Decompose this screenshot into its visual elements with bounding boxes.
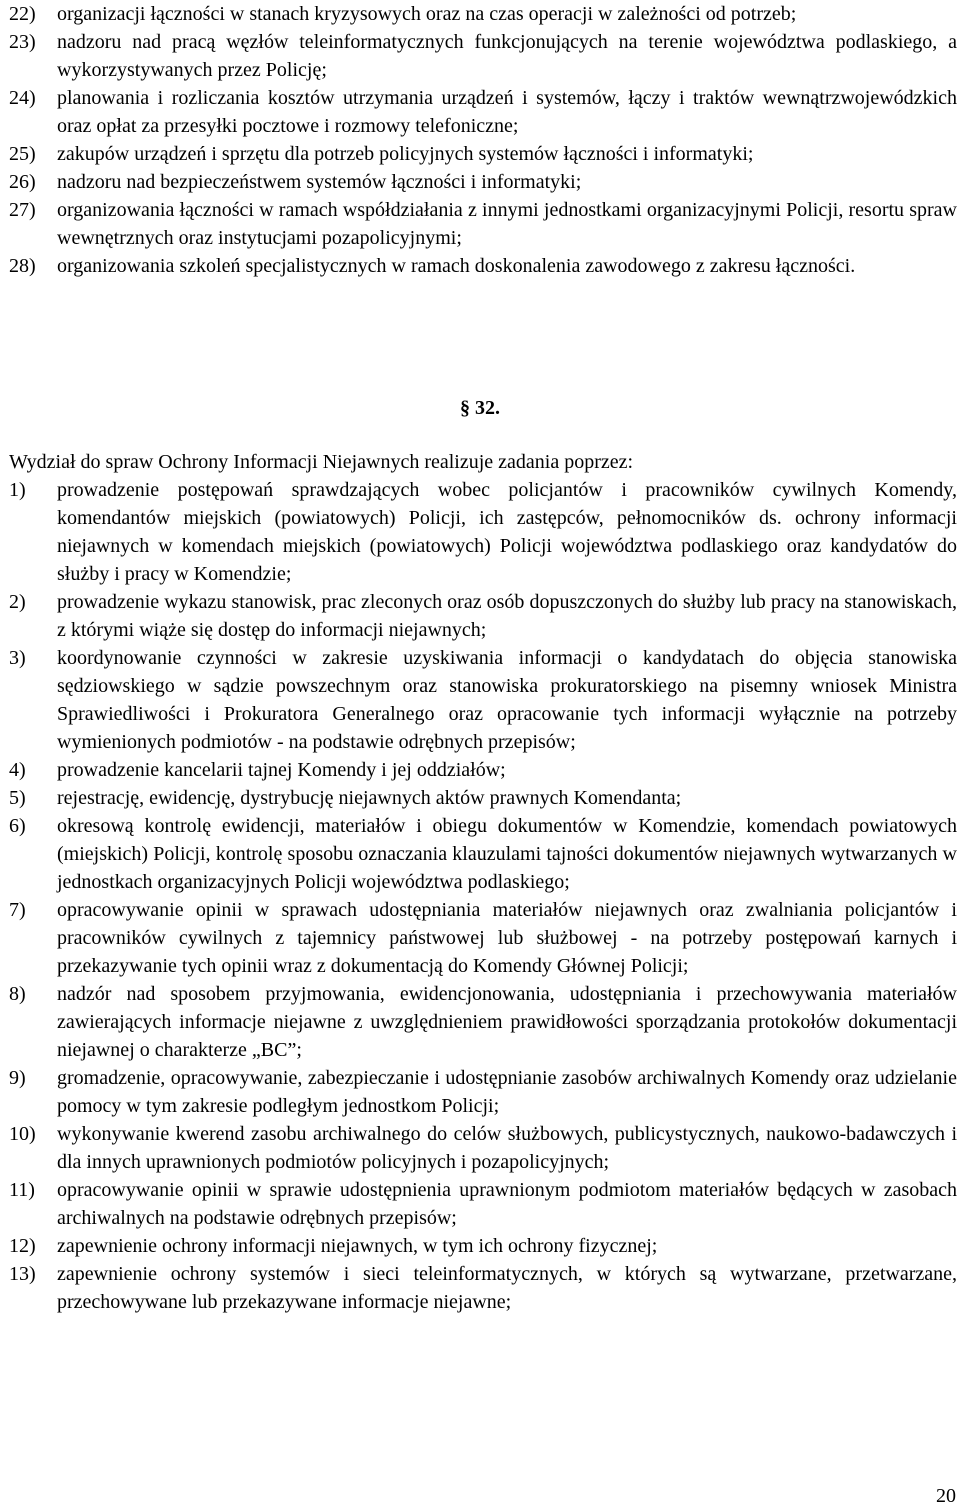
item-number: 2) — [9, 591, 26, 613]
item-text: zapewnienie ochrony informacji niejawnych, w tym ich ochrony fizycznej; — [57, 1235, 658, 1257]
item-number: 22) — [9, 3, 36, 25]
item-number: 27) — [9, 199, 36, 221]
item-number: 1) — [9, 479, 26, 501]
section-number: 32. — [475, 397, 500, 419]
item-text: nadzoru nad pracą węzłów teleinformatycznych funkcjonujących na terenie województwa podlaskiego, a wykorzystywanych przez Policję; — [57, 31, 957, 81]
item-text: prowadzenie postępowań sprawdzających wobec policjantów i pracowników cywilnych Komendy, komendantów miejskich (powiatowych) Policji, ich zastępców, pełnomocników ds. ochrony informacji niejawnych w komendach miejskich (powiatowych) Policji województwa podlaskiego oraz kandydatów do służby i pracy w Komendzie; — [57, 479, 957, 585]
list-item — [0, 28, 960, 84]
item-number: 9) — [9, 1067, 26, 1089]
list-item — [0, 1064, 960, 1120]
item-text: opracowywanie opinii w sprawach udostępniania materiałów niejawnych oraz zwalniania policjantów i pracowników cywilnych z tajemnicy państwowej lub służbowej - na potrzeby postępowań karnych i przekazywanie tych opinii wraz z dokumentacją do Komendy Głównej Policji; — [57, 899, 957, 977]
item-number: 7) — [9, 899, 26, 921]
item-text: prowadzenie kancelarii tajnej Komendy i jej oddziałów; — [57, 759, 506, 781]
item-number: 5) — [9, 787, 26, 809]
item-text: gromadzenie, opracowywanie, zabezpieczanie i udostępnianie zasobów archiwalnych Komendy oraz udzielanie pomocy w tym zakresie podległym jednostkom Policji; — [57, 1067, 957, 1117]
list-item — [0, 980, 960, 1064]
item-text: rejestrację, ewidencję, dystrybucję niejawnych aktów prawnych Komendanta; — [57, 787, 682, 809]
item-text: wykonywanie kwerend zasobu archiwalnego do celów służbowych, publicystycznych, naukowo-badawczych i dla innych uprawnionych podmiotów policyjnych i pozapolicyjnych; — [57, 1123, 957, 1173]
list-item — [0, 1260, 960, 1316]
item-number: 12) — [9, 1235, 36, 1257]
item-text: organizowania szkoleń specjalistycznych w ramach doskonalenia zawodowego z zakresu łączności. — [57, 255, 856, 277]
list-item — [0, 168, 960, 196]
list-item — [0, 588, 960, 644]
item-text: prowadzenie wykazu stanowisk, prac zleconych oraz osób dopuszczonych do służby lub pracy na stanowiskach, z którymi wiąże się dostęp do informacji niejawnych; — [57, 591, 957, 641]
item-number: 23) — [9, 31, 36, 53]
section-heading: § 32. — [460, 397, 500, 419]
list-item — [0, 84, 960, 140]
list-item — [0, 784, 960, 812]
list-item — [0, 196, 960, 252]
tasks-list — [0, 476, 960, 1316]
item-number: 4) — [9, 759, 26, 781]
list-item — [0, 756, 960, 784]
list-item — [0, 1120, 960, 1176]
list-item — [0, 896, 960, 980]
item-text: nadzoru nad bezpieczeństwem systemów łączności i informatyki; — [57, 171, 582, 193]
item-text: planowania i rozliczania kosztów utrzymania urządzeń i systemów, łączy i traktów wewnątrzwojewódzkich oraz opłat za przesyłki pocztowe i rozmowy telefoniczne; — [57, 87, 957, 137]
item-text: koordynowanie czynności w zakresie uzyskiwania informacji o kandydatach do objęcia stanowiska sędziowskiego w sądzie powszechnym oraz stanowiska prokuratorskiego na pisemny wniosek Ministra Sprawiedliwości i Prokuratora Generalnego oraz opracowanie tych informacji wyłącznie na potrzeby wymienionych podmiotów - na podstawie odrębnych przepisów; — [57, 647, 957, 753]
list-item — [0, 812, 960, 896]
list-item — [0, 644, 960, 756]
item-text: zakupów urządzeń i sprzętu dla potrzeb policyjnych systemów łączności i informatyki; — [57, 143, 754, 165]
item-text: organizacji łączności w stanach kryzysowych oraz na czas operacji w zależności od potrzeb; — [57, 3, 797, 25]
section-intro: Wydział do spraw Ochrony Informacji Niejawnych realizuje zadania poprzez: — [9, 451, 634, 473]
item-text: nadzór nad sposobem przyjmowania, ewidencjonowania, udostępniania i przechowywania materiałów zawierających informacje niejawne z uwzględnieniem prawidłowości sporządzania protokołów dokumentacji niejawnej o charakterze „BC”; — [57, 983, 957, 1061]
list-item — [0, 252, 960, 280]
item-number: 13) — [9, 1263, 36, 1285]
item-number: 28) — [9, 255, 36, 277]
list-item — [0, 0, 960, 28]
item-text: organizowania łączności w ramach współdziałania z innymi jednostkami organizacyjnymi Policji, resortu spraw wewnętrznych oraz instytucjami pozapolicyjnymi; — [57, 199, 957, 249]
list-item — [0, 476, 960, 588]
list-item — [0, 1232, 960, 1260]
page-number: 20 — [936, 1485, 956, 1507]
item-number: 10) — [9, 1123, 36, 1145]
item-number: 8) — [9, 983, 26, 1005]
item-text: zapewnienie ochrony systemów i sieci teleinformatycznych, w których są wytwarzane, przetwarzane, przechowywane lub przekazywane informacje niejawne; — [57, 1263, 957, 1313]
item-text: opracowywanie opinii w sprawie udostępnienia uprawnionym podmiotom materiałów będących w zasobach archiwalnych na podstawie odrębnych przepisów; — [57, 1179, 957, 1229]
item-number: 24) — [9, 87, 36, 109]
list-item — [0, 1176, 960, 1232]
item-text: okresową kontrolę ewidencji, materiałów i obiegu dokumentów w Komendzie, komendach powiatowych (miejskich) Policji, kontrolę sposobu oznaczania klauzulami tajności dokumentów niejawnych wytwarzanych w jednostkach organizacyjnych Policji województwa podlaskiego; — [57, 815, 957, 893]
tasks-list-continued — [0, 0, 960, 280]
item-number: 6) — [9, 815, 26, 837]
item-number: 25) — [9, 143, 36, 165]
item-number: 26) — [9, 171, 36, 193]
item-number: 3) — [9, 647, 26, 669]
item-number: 11) — [9, 1179, 35, 1201]
list-item — [0, 140, 960, 168]
